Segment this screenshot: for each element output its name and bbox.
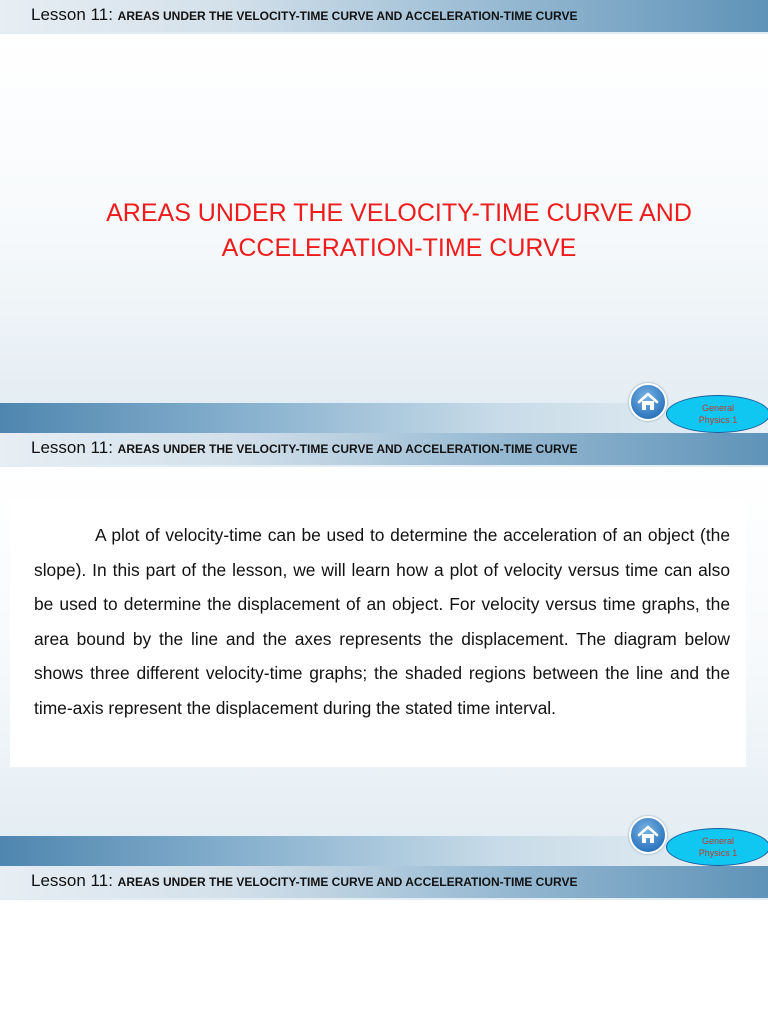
slide-1: [0, 0, 768, 433]
slide-header: [0, 866, 768, 900]
slide-title: AREAS UNDER THE VELOCITY-TIME CURVE AND ACCELERATION-TIME CURVE: [106, 199, 692, 262]
lesson-title: AREAS UNDER THE VELOCITY-TIME CURVE AND ACCELERATION-TIME CURVE: [117, 9, 578, 23]
general-physics-button[interactable]: [666, 828, 768, 866]
lesson-text-box: [10, 500, 746, 767]
home-icon: [636, 823, 660, 847]
slide-header: [0, 0, 768, 34]
lesson-title: AREAS UNDER THE VELOCITY-TIME CURVE AND ACCELERATION-TIME CURVE: [117, 875, 578, 889]
slide-3: [0, 866, 768, 1024]
course-label-line1: General: [701, 403, 735, 413]
lesson-label: Lesson 11:: [31, 871, 113, 890]
lesson-heading: [31, 438, 577, 458]
lesson-title: AREAS UNDER THE VELOCITY-TIME CURVE AND ACCELERATION-TIME CURVE: [117, 442, 578, 456]
home-icon: [636, 390, 660, 414]
lesson-heading: [31, 871, 577, 891]
course-label-line2: Physics 1: [698, 415, 738, 425]
slide-header: [0, 433, 768, 467]
course-label-line2: Physics 1: [698, 848, 738, 858]
lesson-label: Lesson 11:: [31, 438, 113, 457]
home-button[interactable]: [629, 816, 667, 854]
lesson-label: Lesson 11:: [31, 5, 113, 24]
lesson-heading: [31, 5, 577, 25]
general-physics-button[interactable]: [666, 395, 768, 433]
slide-body: [0, 900, 768, 1024]
course-label-line1: General: [701, 836, 735, 846]
home-button[interactable]: [629, 383, 667, 421]
lesson-paragraph: A plot of velocity-time can be used to determine the acceleration of an object (the slope). In this part of the lesson, we will learn how a plot of velocity versus time can also be used to determine the displacement of an object. For velocity versus time graphs, the area bound by the line and the axes represents the displacement. The diagram below shows three different velocity-time graphs; the shaded regions between the line and the time-axis represent the displacement during the stated time interval.: [34, 525, 730, 718]
